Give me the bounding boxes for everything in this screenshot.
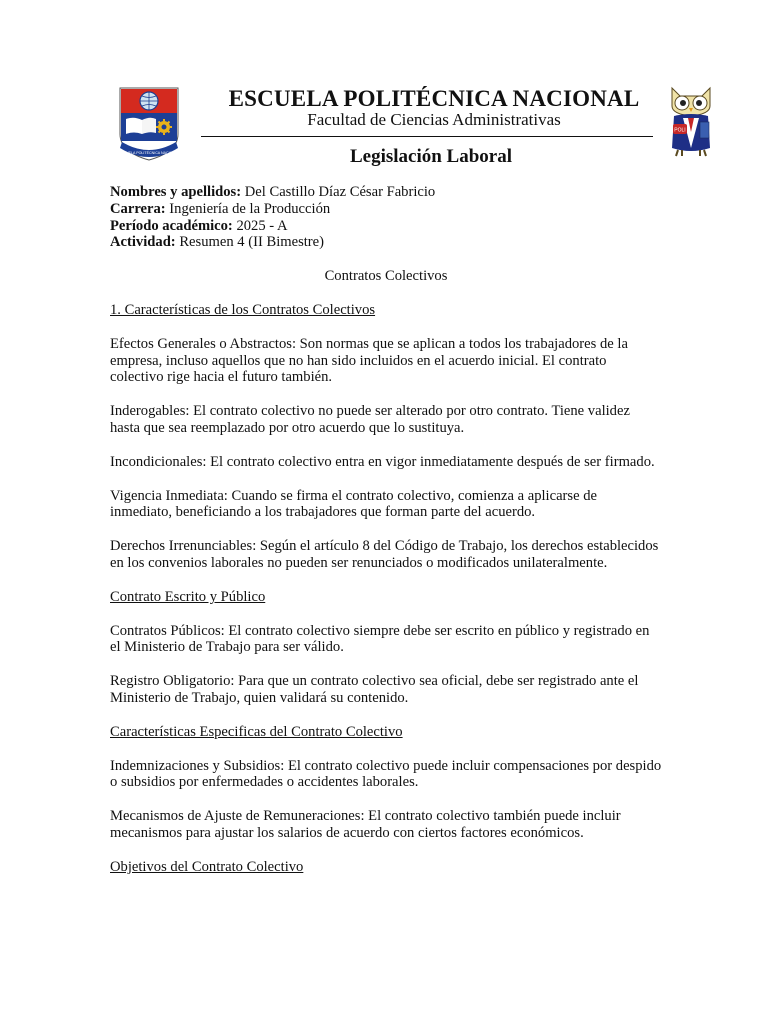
career-label: Carrera: bbox=[110, 200, 166, 217]
career-value: Ingeniería de la Producción bbox=[165, 200, 331, 217]
activity-value: Resumen 4 (II Bimestre) bbox=[175, 234, 325, 251]
header-divider bbox=[201, 136, 653, 137]
section-heading-characteristics: 1. Características de los Contratos Colectivos bbox=[110, 301, 376, 318]
paragraph-inderogables: Inderogables: El contrato colectivo no puede ser alterado por otro contrato. Tiene validez hasta que sea reemplazado por otro acuerdo que lo sustituya. bbox=[110, 403, 630, 436]
document-body bbox=[110, 184, 662, 876]
institution-title: ESCUELA POLITÉCNICA NACIONAL bbox=[228, 86, 640, 111]
paragraph-compensation: Indemnizaciones y Subsidios: El contrato colectivo puede incluir compensaciones por despido o subsidios por enfermedades o accidentes laborales. bbox=[110, 757, 662, 791]
section-heading-specific-characteristics: Características Especificas del Contrato Colectivo bbox=[110, 723, 403, 740]
paragraph-public-contracts: Contratos Públicos: El contrato colectivo siempre debe ser escrito en público y registrado en el Ministerio de Trabajo para ser válido. bbox=[110, 622, 650, 656]
faculty-subtitle: Facultad de Ciencias Administrativas bbox=[307, 110, 561, 129]
institution-shield-logo bbox=[112, 86, 186, 166]
owl-mascot-logo bbox=[666, 84, 716, 160]
document-title: Contratos Colectivos bbox=[324, 268, 448, 285]
paragraph-immediate-validity: Vigencia Inmediata: Cuando se firma el contrato colectivo, comienza a aplicarse de inmediato, beneficiando a los trabajadores que forman parte del acuerdo. bbox=[110, 487, 597, 521]
period-label: Período académico: bbox=[110, 217, 233, 234]
paragraph-irrenunciable-rights: Derechos Irrenunciables: Según el artículo 8 del Código de Trabajo, los derechos establecidos en los convenios laborales no pueden ser renunciados o modificados unilateralmente. bbox=[110, 538, 659, 571]
name-value: Del Castillo Díaz César Fabricio bbox=[241, 184, 436, 200]
name-label: Nombres y apellidos: bbox=[110, 184, 242, 200]
section-heading-written-public: Contrato Escrito y Público bbox=[110, 588, 266, 605]
paragraph-salary-adjustment: Mecanismos de Ajuste de Remuneraciones: El contrato colectivo también puede incluir mecanismos para ajustar los salarios de acuerdo con ciertos factores económicos. bbox=[110, 808, 621, 841]
period-value: 2025 - A bbox=[232, 217, 288, 234]
career-line bbox=[110, 201, 662, 218]
activity-line bbox=[110, 234, 662, 251]
section-heading-objectives: Objetivos del Contrato Colectivo bbox=[110, 858, 304, 875]
paragraph-general-effects: Efectos Generales o Abstractos: Son normas que se aplican a todos los trabajadores de la empresa, incluso aquellos que no han sido incluidos en el acuerdo inicial. El contrato colectivo rige hacia el futuro también. bbox=[110, 335, 628, 386]
student-name-line bbox=[110, 184, 662, 201]
paragraph-incondicionales: Incondicionales: El contrato colectivo entra en vigor inmediatamente después de ser firmado. bbox=[110, 453, 655, 470]
subject-title: Legislación Laboral bbox=[349, 146, 513, 167]
shield-ribbon-text: ESCUELA POLITÉCNICA NACIONAL bbox=[118, 151, 180, 155]
mascot-badge-text: POLI bbox=[674, 127, 686, 134]
activity-label: Actividad: bbox=[110, 234, 176, 251]
paragraph-mandatory-registration: Registro Obligatorio: Para que un contrato colectivo sea oficial, debe ser registrado ante el Ministerio de Trabajo, quien validará su contenido. bbox=[110, 673, 639, 706]
period-line bbox=[110, 218, 662, 235]
